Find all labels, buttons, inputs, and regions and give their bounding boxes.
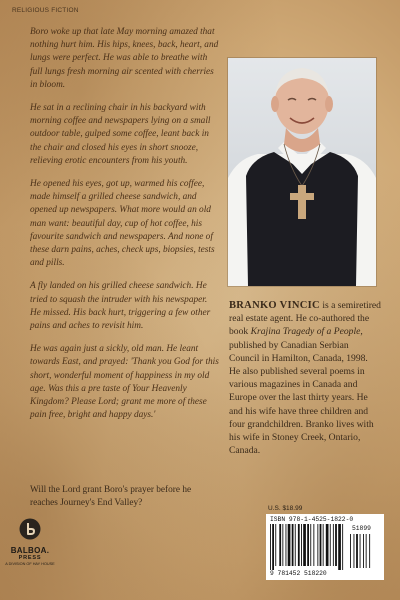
- barcode-addon: 51899: [352, 525, 371, 532]
- blurb-paragraph: A fly landed on his grilled cheese sandwich. He tried to squash the intruder with his newspaper. He missed. His back hurt, triggering a few other pains and aches to revisit him.: [30, 281, 211, 332]
- blurb-paragraph: He was again just a sickly, old man. He leant towards East, and prayed: 'Thank you God for this short, wonderful moment of happiness in my old age. Was this a pre taste of Your Heavenly Kingdom? Please Lord; grant me more of these pain free, bright and happy days.': [30, 344, 219, 421]
- bio-text-rest: , published by Canadian Serbian Council in Hamilton, Canada, 1998. He also published several poems in various magazines in Canada and Europe over the last thirty years. He and his wife have three children and four grandchildren. Branko lives with his wife in Stoney Creek, Ontario, Canada.: [229, 326, 374, 457]
- author-name: BRANKO VINCIC: [229, 300, 320, 311]
- publisher-logo: [0, 518, 60, 566]
- publisher-subtitle: A DIVISION OF HAY HOUSE: [5, 562, 55, 566]
- blurb-paragraph: He opened his eyes, got up, warmed his coffee, made himself a grilled cheese sandwich, and opened up newspapers. What more would an old man want: beautiful day, cup of hot coffee, his favourite sandwich and newspapers. And none of these darn pains, aches, check ups, biopsies, tests and pills.: [30, 179, 215, 269]
- blurb-paragraph: He sat in a reclining chair in his backyard with morning coffee and newspapers lying on a small outdoor table, gulped some coffee, leant back in the chair and closed his eyes in short snooze, relieving erotic encounters from his youth.: [30, 103, 211, 166]
- author-bio: [229, 299, 381, 457]
- price-label: U.S. $18.99: [268, 505, 303, 512]
- blurb-paragraph: Boro woke up that late May morning amazed that nothing hurt him. His hips, knees, back, heart, and lungs were perfect. He was able to breathe with full lungs fresh morning air scented with cherries in bloom.: [30, 27, 219, 90]
- isbn-text: ISBN 978-1-4525-1822-0: [270, 516, 354, 523]
- barcode-bars: [270, 524, 380, 570]
- closing-question: Will the Lord grant Boro's prayer before he reaches Journey's End Valley?: [30, 485, 192, 509]
- category-label: RELIGIOUS FICTION: [12, 7, 79, 14]
- back-cover-blurb: [30, 26, 220, 432]
- author-photo: [228, 58, 376, 286]
- publisher-name-2: PRESS: [18, 555, 42, 561]
- balboa-logo-icon: [19, 518, 41, 540]
- publisher-name: BALBOA.: [10, 546, 50, 555]
- barcode-digits: 9 781452 518220: [270, 570, 327, 577]
- bio-text: is a semiretired real estate agent. He co-authored the book: [229, 300, 381, 338]
- book-title: Krajina Tragedy of a People: [250, 326, 361, 338]
- barcode: [266, 514, 384, 580]
